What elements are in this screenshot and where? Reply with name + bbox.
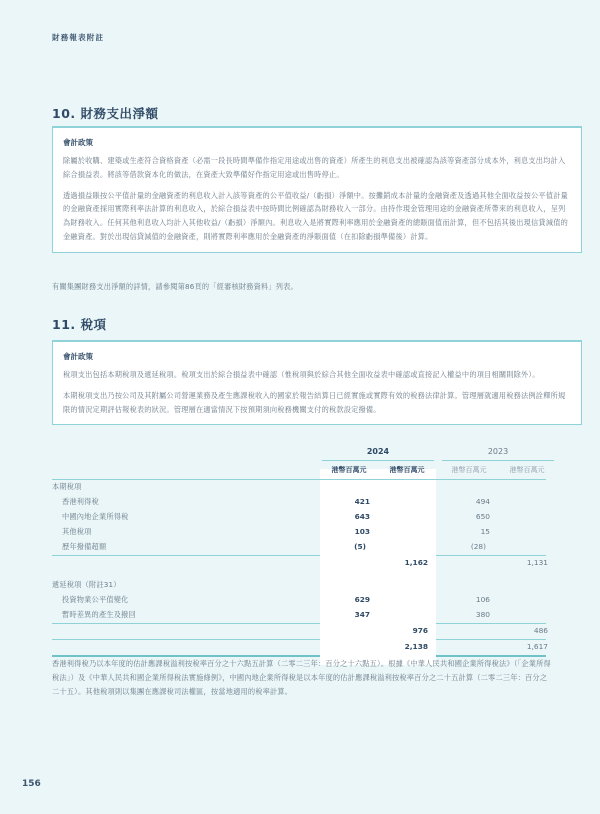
row-label: 本期稅項 [52,482,82,491]
value-2024: 421 [354,497,370,506]
subtotal-row [52,556,546,571]
subtotal-2023: 1,131 [526,558,548,567]
row-label: 歷年撥備超額 [62,542,107,551]
table-group-header [52,480,546,495]
table-row [52,593,546,608]
policy-paragraph: 透過損益賬按公平值計量的金融資產的利息收入計入該等資產的公平值收益/（虧損）淨額中。按攤銷成本計量的金融資產及透過其他全面收益按公平值計量的金融資產採用實際利率法計算的利息收入，於綜合損益表中按時間比例確認為財務收入一部分。由持作現金管理用途的金融資產所帶來的利息收入，呈列為財務收入。任何其他利息收入均計入其他收益/（虧損）淨額內。利息收入是將實際利率應用於金融資產的總賬面值而計算，但不包括其後出現信貸減值的金融資產。對於出現信貸減值的金融資產，則將實際利率應用於金融資產的淨賬面值（在扣除虧損準備後）計算。 [63,190,568,241]
table-group-header [52,578,546,593]
year-current: 2024 [366,447,390,456]
policy-paragraph: 除屬於收購、建築或生產符合資格資產（必需一段長時間準備作指定用途或出售的資產）所產生的利息支出被確認為該等資產部分成本外，利息支出均計入綜合損益表。將該等借款資本化的做法，在資產大致準備好作指定用途或出售時停止。 [63,156,566,179]
row-label: 遞延稅項（附註31） [52,580,121,589]
value-2023: (28) [470,542,486,551]
year-prior: 2023 [487,447,509,456]
row-label: 其他稅項 [62,527,92,536]
row-label: 中國內地企業所得稅 [62,512,129,521]
section-11-policy-box [52,340,582,425]
total-2023: 1,617 [526,642,548,651]
subtotal-row [52,624,546,639]
section-10-note: 有關集團財務支出淨額的詳情，請參閱第86頁的「經審核財務資料」列表。 [52,282,298,291]
year-header-row [52,447,546,461]
table-row [52,495,546,510]
row-label: 香港利得稅 [62,497,99,506]
value-2024: 103 [354,527,370,536]
table-row [52,608,546,623]
value-2023: 494 [475,497,490,506]
total-2024: 2,138 [404,642,428,651]
section-10-title: 10. 財務支出淨額 [52,106,159,121]
table-row [52,510,546,525]
table-row [52,540,546,555]
value-2024: 629 [354,595,370,604]
row-label: 投資物業公平值變化 [62,595,129,604]
value-2024: 347 [354,610,370,619]
value-2023: 650 [475,512,490,521]
page-number: 156 [22,779,41,789]
row-label: 暫時差異的產生及撥回 [62,610,136,619]
tax-table [52,447,546,657]
unit-header-row [52,461,546,480]
unit-label: 港幣百萬元 [451,466,487,474]
value-2023: 106 [475,595,490,604]
total-row [52,640,546,655]
section-10-policy-box [52,126,582,253]
policy-paragraph: 本期稅項支出乃按公司及其附屬公司營運業務及產生應課稅收入的國家於報告結算日已經實施或實際有效的稅務法律計算。管理層就適用稅務法例詮釋所規限的情況定期評估報稅表的狀況。管理層在適當情況下按預期須向稅務機關支付的稅款設定撥備。 [63,390,566,414]
running-header: 財務報表附註 [52,33,105,42]
value-2023: 380 [475,610,490,619]
policy-paragraph: 稅項支出包括本期稅項及遞延稅項。稅項支出於綜合損益表中確認（惟稅項與於綜合其他全面收益表中確認或直接記入權益中的項目相關則除外）。 [63,370,540,379]
subtotal-2024: 976 [412,626,428,635]
policy-box-title: 會計政策 [63,352,93,361]
tax-footnote: 香港利得稅乃以本年度的估計應課稅溢利按稅率百分之十六點五計算（二零二三年：百分之十六點五）。根據《中華人民共和國企業所得稅法》（「企業所得稅法」）及《中華人民共和國企業所得稅法實施條例》，中國內地企業所得稅是以本年度的估計應課稅溢利按稅率百分之二十五計算（二零二三年：百分之二十五）。其他稅項則以集團在應課稅司法權區，按當地適用的稅率計算。 [52,659,551,696]
table-row [52,525,546,540]
unit-label: 港幣百萬元 [509,466,545,474]
value-2023: 15 [480,527,490,536]
spacer [52,571,546,578]
section-11-title: 11. 稅項 [52,317,107,332]
unit-label: 港幣百萬元 [389,466,425,474]
policy-box-title: 會計政策 [63,138,93,147]
value-2024: (5) [354,542,366,551]
subtotal-2023: 486 [533,626,548,635]
unit-label: 港幣百萬元 [331,466,367,474]
value-2024: 643 [354,512,370,521]
subtotal-2024: 1,162 [404,558,428,567]
